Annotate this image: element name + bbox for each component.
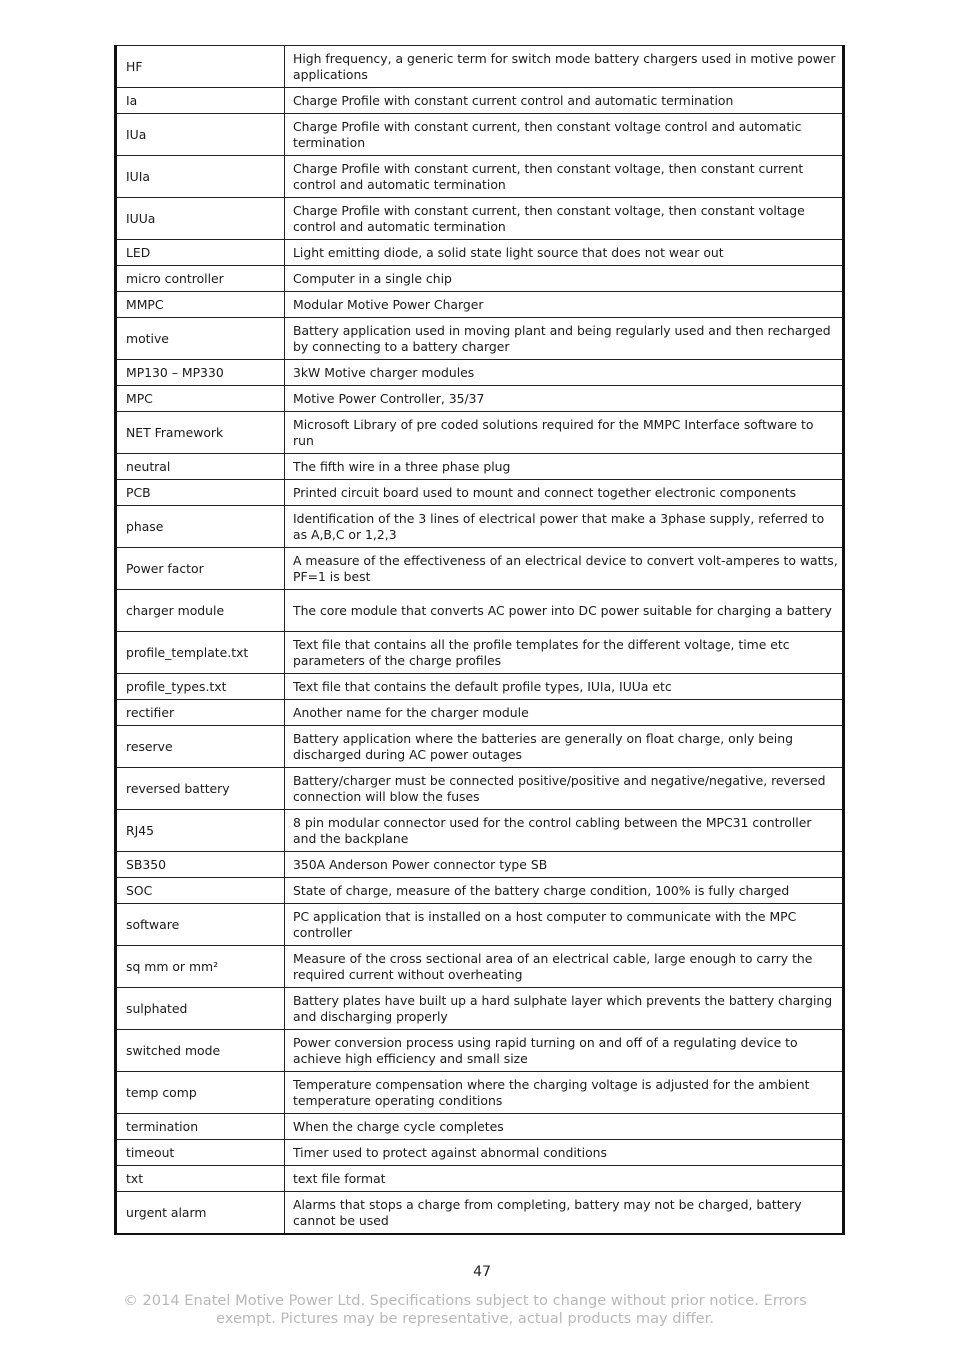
table-row — [116, 878, 844, 904]
glossary-definition: Modular Motive Power Charger — [285, 292, 844, 318]
glossary-definition: 3kW Motive charger modules — [285, 360, 844, 386]
glossary-term: temp comp — [116, 1072, 285, 1114]
glossary-term: termination — [116, 1114, 285, 1140]
glossary-term: Power factor — [116, 548, 285, 590]
glossary-definition: Text file that contains all the profile templates for the different voltage, time etc parameters of the charge profiles — [285, 632, 844, 674]
glossary-definition: Power conversion process using rapid turning on and off of a regulating device to achieve high efficiency and small size — [285, 1030, 844, 1072]
glossary-term: IUUa — [116, 198, 285, 240]
glossary-table-body — [116, 46, 844, 1235]
table-row — [116, 1030, 844, 1072]
glossary-term: reversed battery — [116, 768, 285, 810]
glossary-term: txt — [116, 1166, 285, 1192]
glossary-term: micro controller — [116, 266, 285, 292]
table-row — [116, 114, 844, 156]
table-row — [116, 1140, 844, 1166]
glossary-term: urgent alarm — [116, 1192, 285, 1235]
glossary-definition: Microsoft Library of pre coded solutions required for the MMPC Interface software to run — [285, 412, 844, 454]
table-row — [116, 360, 844, 386]
table-row — [116, 946, 844, 988]
glossary-definition: 350A Anderson Power connector type SB — [285, 852, 844, 878]
glossary-definition: Battery/charger must be connected positive/positive and negative/negative, reversed connection will blow the fuses — [285, 768, 844, 810]
glossary-definition: Alarms that stops a charge from completing, battery may not be charged, battery cannot be used — [285, 1192, 844, 1235]
glossary-term: neutral — [116, 454, 285, 480]
glossary-term: Ia — [116, 88, 285, 114]
table-row — [116, 700, 844, 726]
glossary-definition: Battery application where the batteries are generally on float charge, only being discharged during AC power outages — [285, 726, 844, 768]
table-row — [116, 412, 844, 454]
glossary-term: MPC — [116, 386, 285, 412]
table-row — [116, 1166, 844, 1192]
glossary-definition: The fifth wire in a three phase plug — [285, 454, 844, 480]
glossary-table — [114, 45, 845, 1235]
glossary-definition: text file format — [285, 1166, 844, 1192]
table-row — [116, 266, 844, 292]
table-row — [116, 156, 844, 198]
table-row — [116, 240, 844, 266]
glossary-definition: Printed circuit board used to mount and connect together electronic components — [285, 480, 844, 506]
table-row — [116, 506, 844, 548]
table-row — [116, 88, 844, 114]
glossary-definition: State of charge, measure of the battery charge condition, 100% is fully charged — [285, 878, 844, 904]
glossary-definition: Measure of the cross sectional area of an electrical cable, large enough to carry the required current without overheating — [285, 946, 844, 988]
page-number: 47 — [473, 1264, 491, 1280]
table-row — [116, 1114, 844, 1140]
glossary-definition: Charge Profile with constant current control and automatic termination — [285, 88, 844, 114]
table-row — [116, 674, 844, 700]
table-row — [116, 46, 844, 88]
table-row — [116, 632, 844, 674]
glossary-term: PCB — [116, 480, 285, 506]
glossary-term: LED — [116, 240, 285, 266]
glossary-term: HF — [116, 46, 285, 88]
glossary-definition: Charge Profile with constant current, then constant voltage control and automatic termination — [285, 114, 844, 156]
glossary-definition: High frequency, a generic term for switch mode battery chargers used in motive power applications — [285, 46, 844, 88]
glossary-definition: Text file that contains the default profile types, IUIa, IUUa etc — [285, 674, 844, 700]
glossary-definition: PC application that is installed on a host computer to communicate with the MPC controller — [285, 904, 844, 946]
glossary-term: switched mode — [116, 1030, 285, 1072]
table-row — [116, 904, 844, 946]
table-row — [116, 1192, 844, 1235]
table-row — [116, 810, 844, 852]
glossary-definition: Motive Power Controller, 35/37 — [285, 386, 844, 412]
glossary-term: IUIa — [116, 156, 285, 198]
table-row — [116, 480, 844, 506]
table-row — [116, 386, 844, 412]
glossary-term: software — [116, 904, 285, 946]
table-row — [116, 988, 844, 1030]
glossary-definition: Battery application used in moving plant and being regularly used and then recharged by connecting to a battery charger — [285, 318, 844, 360]
glossary-term: profile_template.txt — [116, 632, 285, 674]
glossary-term: MP130 – MP330 — [116, 360, 285, 386]
footer-line-2: exempt. Pictures may be representative, actual products may differ. — [216, 1310, 714, 1327]
table-row — [116, 292, 844, 318]
table-row — [116, 198, 844, 240]
glossary-definition: Computer in a single chip — [285, 266, 844, 292]
table-row — [116, 318, 844, 360]
table-row — [116, 548, 844, 590]
glossary-definition: When the charge cycle completes — [285, 1114, 844, 1140]
glossary-definition: Battery plates have built up a hard sulphate layer which prevents the battery charging and discharging properly — [285, 988, 844, 1030]
glossary-term: NET Framework — [116, 412, 285, 454]
glossary-term: SOC — [116, 878, 285, 904]
glossary-term: profile_types.txt — [116, 674, 285, 700]
glossary-term: MMPC — [116, 292, 285, 318]
footer-line-1: © 2014 Enatel Motive Power Ltd. Specifications subject to change without prior notice. Errors — [123, 1292, 807, 1309]
glossary-definition: 8 pin modular connector used for the control cabling between the MPC31 controller and the backplane — [285, 810, 844, 852]
glossary-definition: Charge Profile with constant current, then constant voltage, then constant current control and automatic termination — [285, 156, 844, 198]
table-row — [116, 454, 844, 480]
glossary-definition: Temperature compensation where the charging voltage is adjusted for the ambient temperature operating conditions — [285, 1072, 844, 1114]
glossary-definition: Light emitting diode, a solid state light source that does not wear out — [285, 240, 844, 266]
glossary-term: SB350 — [116, 852, 285, 878]
glossary-definition: Another name for the charger module — [285, 700, 844, 726]
table-row — [116, 590, 844, 632]
table-row — [116, 852, 844, 878]
glossary-term: IUa — [116, 114, 285, 156]
glossary-table-container — [114, 45, 842, 1235]
glossary-term: RJ45 — [116, 810, 285, 852]
glossary-definition: Identification of the 3 lines of electrical power that make a 3phase supply, referred to as A,B,C or 1,2,3 — [285, 506, 844, 548]
copyright-footer — [0, 1292, 930, 1328]
glossary-term: sq mm or mm² — [116, 946, 285, 988]
glossary-term: timeout — [116, 1140, 285, 1166]
glossary-term: phase — [116, 506, 285, 548]
glossary-definition: A measure of the effectiveness of an electrical device to convert volt-amperes to watts, PF=1 is best — [285, 548, 844, 590]
glossary-term: charger module — [116, 590, 285, 632]
glossary-term: rectifier — [116, 700, 285, 726]
table-row — [116, 726, 844, 768]
glossary-definition: The core module that converts AC power into DC power suitable for charging a battery — [285, 590, 844, 632]
glossary-definition: Charge Profile with constant current, then constant voltage, then constant voltage control and automatic termination — [285, 198, 844, 240]
glossary-term: reserve — [116, 726, 285, 768]
table-row — [116, 1072, 844, 1114]
table-row — [116, 768, 844, 810]
glossary-term: motive — [116, 318, 285, 360]
glossary-term: sulphated — [116, 988, 285, 1030]
glossary-definition: Timer used to protect against abnormal conditions — [285, 1140, 844, 1166]
